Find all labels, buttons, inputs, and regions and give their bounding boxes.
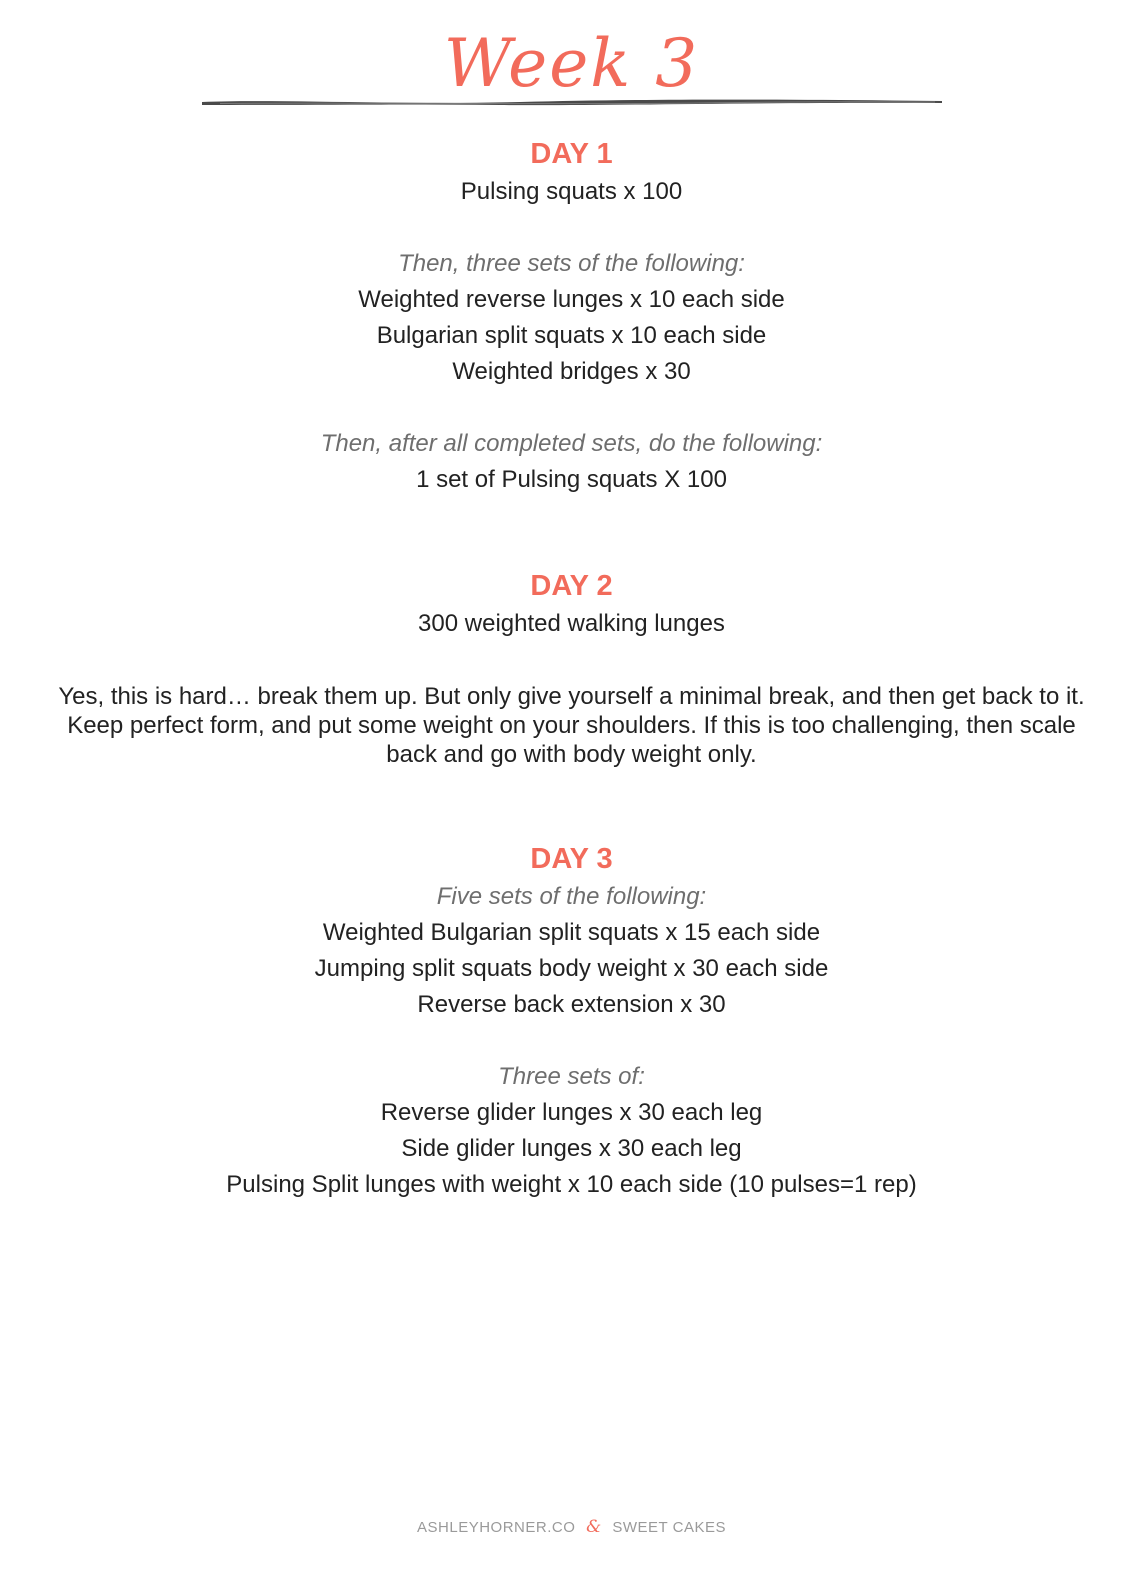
footer-ampersand: & [586,1517,602,1537]
day-3-exercise: Jumping split squats body weight x 30 each side [314,955,829,982]
day-1-section [0,136,1143,498]
day-3-exercise: Weighted Bulgarian split squats x 15 each side [322,919,821,946]
day-2-section [0,568,1143,642]
day-2-heading: DAY 2 [530,570,613,602]
day-1-intro-sets: Then, three sets of the following: [398,250,745,277]
day-2-first-exercise: 300 weighted walking lunges [418,610,725,637]
footer-brand: SWEET CAKES [612,1519,726,1536]
footer-site: ASHLEYHORNER.CO [417,1519,576,1536]
day-3-heading: DAY 3 [530,843,613,875]
day-2-note-line: back and go with body weight only. [386,741,757,768]
day-3-exercise: Reverse glider lunges x 30 each leg [380,1099,763,1126]
day-2-note-line: Keep perfect form, and put some weight on your shoulders. If this is too challenging, then scale [67,712,1076,739]
day-1-intro-final: Then, after all completed sets, do the following: [320,430,823,457]
day-2-note [50,682,1093,769]
day-3-intro-three-sets: Three sets of: [498,1063,645,1090]
day-1-exercise: Weighted bridges x 30 [452,358,691,385]
day-1-exercise: Bulgarian split squats x 10 each side [376,322,767,349]
day-1-first-exercise: Pulsing squats x 100 [460,178,683,205]
day-2-note-line: Yes, this is hard… break them up. But only give yourself a minimal break, and then get back to it. [58,683,1085,710]
footer [0,1515,1143,1540]
day-1-final-exercise: 1 set of Pulsing squats X 100 [416,466,727,493]
day-1-heading: DAY 1 [530,138,613,170]
page-title: Week 3 [443,25,700,102]
day-3-exercise: Side glider lunges x 30 each leg [401,1135,742,1162]
brush-divider [200,94,945,112]
day-1-exercise: Weighted reverse lunges x 10 each side [358,286,785,313]
day-3-intro-sets: Five sets of the following: [436,883,707,910]
day-3-exercise: Pulsing Split lunges with weight x 10 each side (10 pulses=1 rep) [226,1171,917,1198]
day-3-exercise: Reverse back extension x 30 [417,991,726,1018]
day-3-section [0,841,1143,1203]
